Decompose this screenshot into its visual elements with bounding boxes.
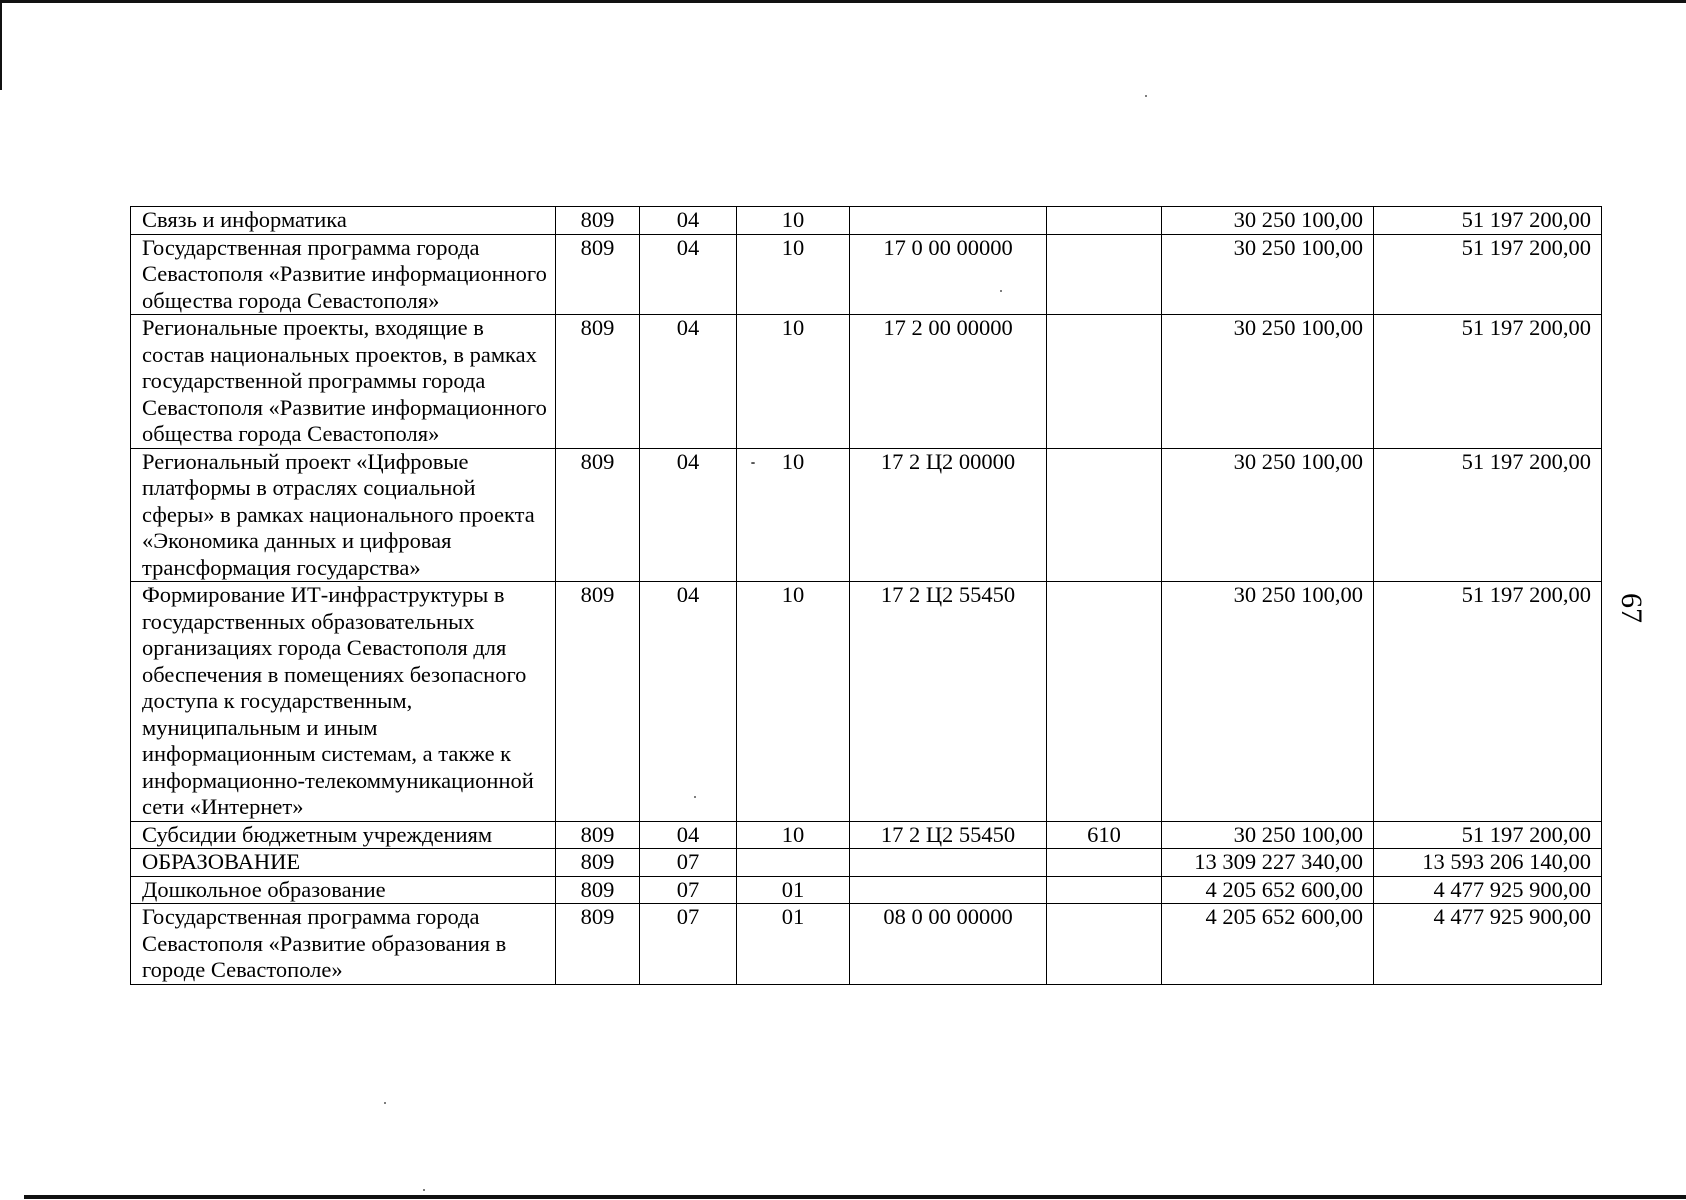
expense-type-code [1047, 234, 1162, 315]
budget-table [130, 206, 1602, 985]
amount-first-year: 30 250 100,00 [1162, 207, 1374, 235]
table-row [131, 315, 1602, 449]
row-name: Региональный проект «Цифровые платформы в отраслях социальной сферы» в рамках национального проекта «Экономика данных и цифровая трансформация государства» [131, 448, 556, 582]
target-article-code [850, 876, 1047, 904]
amount-first-year: 30 250 100,00 [1162, 315, 1374, 449]
amount-second-year: 51 197 200,00 [1374, 234, 1602, 315]
subsection-code: 01 [737, 904, 850, 985]
amount-second-year: 4 477 925 900,00 [1374, 876, 1602, 904]
table-row [131, 904, 1602, 985]
target-article-code [850, 849, 1047, 877]
amount-second-year: 51 197 200,00 [1374, 315, 1602, 449]
scan-speck [423, 1189, 425, 1191]
section-code: 07 [640, 904, 737, 985]
row-name: Государственная программа города Севастополя «Развитие образования в городе Севастополе» [131, 904, 556, 985]
section-code: 04 [640, 448, 737, 582]
subsection-code: 01 [737, 876, 850, 904]
section-code: 04 [640, 821, 737, 849]
grbs-code: 809 [556, 234, 640, 315]
subsection-code: 10 [737, 448, 850, 582]
table-row [131, 821, 1602, 849]
amount-first-year: 30 250 100,00 [1162, 234, 1374, 315]
section-code: 04 [640, 315, 737, 449]
section-code: 04 [640, 582, 737, 822]
scan-border-left [0, 0, 2, 90]
row-name: Региональные проекты, входящие в состав национальных проектов, в рамках государственной программы города Севастополя «Развитие информационного общества города Севастополя» [131, 315, 556, 449]
table-row [131, 207, 1602, 235]
expense-type-code: 610 [1047, 821, 1162, 849]
table-row [131, 448, 1602, 582]
target-article-code: 17 2 Ц2 55450 [850, 821, 1047, 849]
expense-type-code [1047, 207, 1162, 235]
table-row [131, 876, 1602, 904]
subsection-code: 10 [737, 207, 850, 235]
row-name: Субсидии бюджетным учреждениям [131, 821, 556, 849]
scan-border-top [0, 0, 1686, 3]
amount-first-year: 30 250 100,00 [1162, 821, 1374, 849]
amount-second-year: 4 477 925 900,00 [1374, 904, 1602, 985]
scan-border-bottom [24, 1195, 1686, 1199]
table-body [131, 207, 1602, 985]
page-number: 67 [1615, 593, 1648, 623]
row-name: Связь и информатика [131, 207, 556, 235]
target-article-code: 08 0 00 00000 [850, 904, 1047, 985]
amount-second-year: 13 593 206 140,00 [1374, 849, 1602, 877]
grbs-code: 809 [556, 821, 640, 849]
table-row [131, 234, 1602, 315]
target-article-code: 17 0 00 00000 [850, 234, 1047, 315]
amount-first-year: 30 250 100,00 [1162, 582, 1374, 822]
row-name: Государственная программа города Севастополя «Развитие информационного общества города Севастополя» [131, 234, 556, 315]
expense-type-code [1047, 448, 1162, 582]
subsection-code: 10 [737, 234, 850, 315]
scan-speck [384, 1102, 386, 1104]
grbs-code: 809 [556, 904, 640, 985]
target-article-code [850, 207, 1047, 235]
amount-second-year: 51 197 200,00 [1374, 448, 1602, 582]
table-row [131, 849, 1602, 877]
expense-type-code [1047, 582, 1162, 822]
table-row [131, 582, 1602, 822]
subsection-code [737, 849, 850, 877]
amount-first-year: 30 250 100,00 [1162, 448, 1374, 582]
amount-first-year: 4 205 652 600,00 [1162, 876, 1374, 904]
expense-type-code [1047, 876, 1162, 904]
target-article-code: 17 2 00 00000 [850, 315, 1047, 449]
grbs-code: 809 [556, 315, 640, 449]
expense-type-code [1047, 849, 1162, 877]
amount-first-year: 13 309 227 340,00 [1162, 849, 1374, 877]
amount-second-year: 51 197 200,00 [1374, 207, 1602, 235]
target-article-code: 17 2 Ц2 55450 [850, 582, 1047, 822]
amount-first-year: 4 205 652 600,00 [1162, 904, 1374, 985]
section-code: 07 [640, 876, 737, 904]
grbs-code: 809 [556, 207, 640, 235]
scan-speck [1145, 95, 1147, 97]
grbs-code: 809 [556, 876, 640, 904]
section-code: 07 [640, 849, 737, 877]
expense-type-code [1047, 315, 1162, 449]
section-code: 04 [640, 234, 737, 315]
subsection-code: 10 [737, 315, 850, 449]
amount-second-year: 51 197 200,00 [1374, 821, 1602, 849]
subsection-code: 10 [737, 821, 850, 849]
grbs-code: 809 [556, 582, 640, 822]
grbs-code: 809 [556, 448, 640, 582]
row-name: Дошкольное образование [131, 876, 556, 904]
row-name: ОБРАЗОВАНИЕ [131, 849, 556, 877]
target-article-code: 17 2 Ц2 00000 [850, 448, 1047, 582]
grbs-code: 809 [556, 849, 640, 877]
row-name: Формирование ИТ-инфраструктуры в государственных образовательных организациях города Севастополя для обеспечения в помещениях безопасного доступа к государственным, муниципальным и иным информационным системам, а также к информационно-телекоммуникационной сети «Интернет» [131, 582, 556, 822]
amount-second-year: 51 197 200,00 [1374, 582, 1602, 822]
section-code: 04 [640, 207, 737, 235]
subsection-code: 10 [737, 582, 850, 822]
expense-type-code [1047, 904, 1162, 985]
